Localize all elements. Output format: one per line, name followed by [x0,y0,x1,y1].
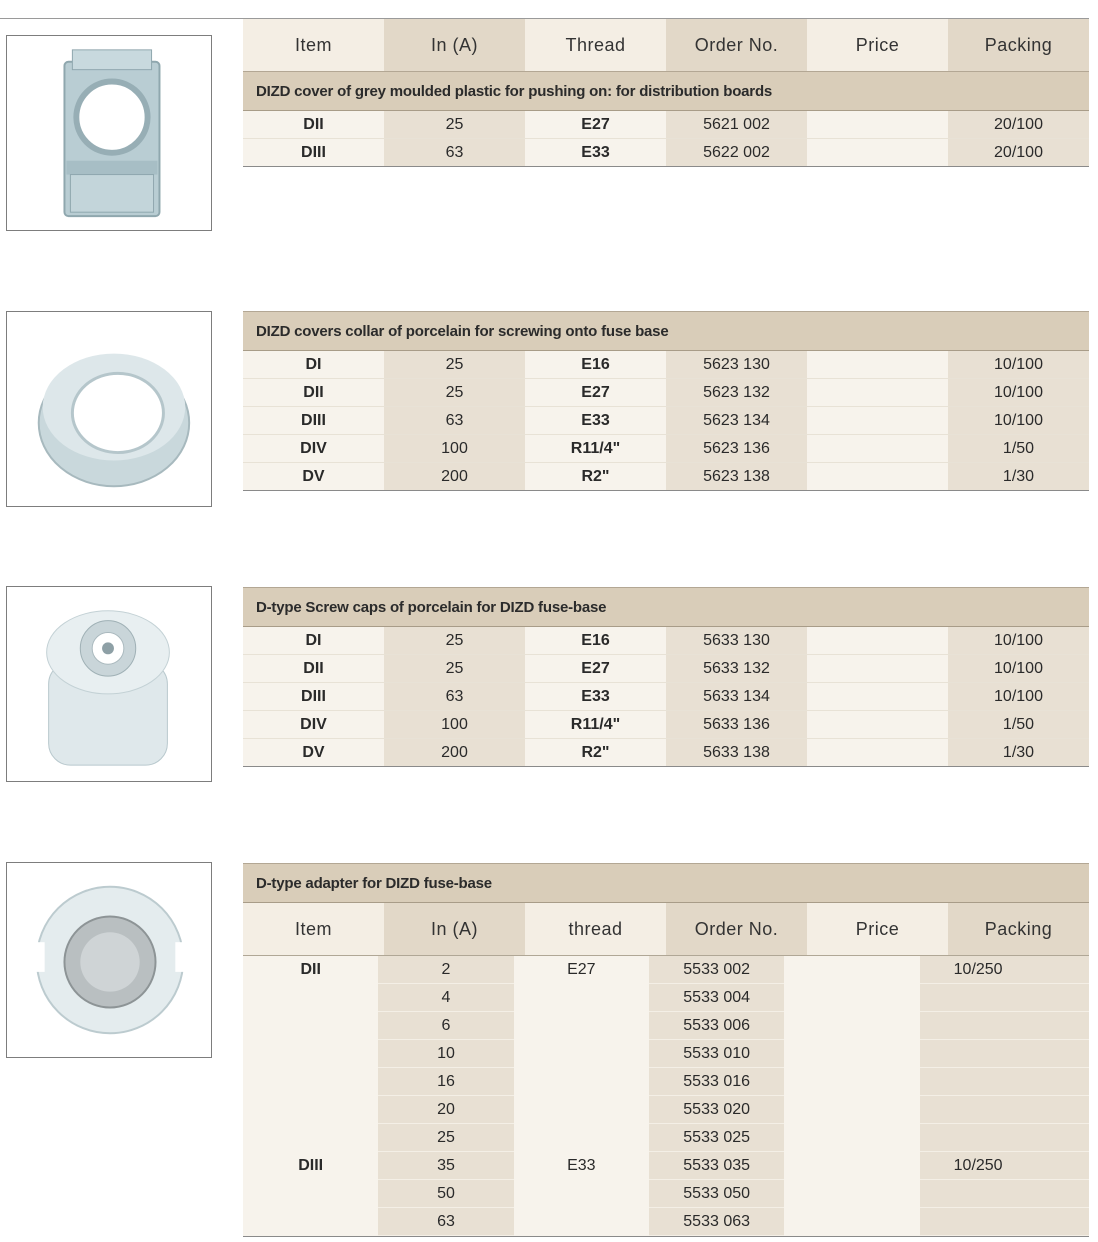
cell-packing: 10/100 [948,407,1089,434]
cell-order-no: 5533 020 [649,1096,784,1124]
header-price: Price [807,19,948,71]
table-plastic-cover [243,19,1089,167]
header-thread: Thread [525,19,666,71]
cell-order-no: 5533 016 [649,1068,784,1096]
porcelain-collar-illustration [7,312,211,506]
cell-order-no: 5533 004 [649,984,784,1012]
cell-order-no: 5533 006 [649,1012,784,1040]
cell-thread: R11/4" [525,435,666,462]
cell-packing [920,1012,1089,1040]
table-row [243,379,1089,407]
cell-packing: 1/50 [948,435,1089,462]
cell-thread [514,984,649,1012]
cell-item [243,1040,378,1068]
table-row [243,139,1089,166]
cell-thread [514,1124,649,1152]
header-packing: Packing [948,19,1089,71]
cell-order-no: 5633 134 [666,683,807,710]
header-order-no: Order No. [666,19,807,71]
table-row [243,111,1089,139]
header-price: Price [807,903,948,955]
cell-thread [514,1068,649,1096]
cell-price [784,1040,919,1068]
product-photo-porcelain-collar [6,311,212,507]
cell-item: DII [243,379,384,406]
cell-item: DI [243,627,384,654]
table-row [243,711,1089,739]
cell-packing: 10/100 [948,655,1089,682]
cell-price [807,683,948,710]
cell-in: 63 [384,683,525,710]
table-row [243,435,1089,463]
cell-price [807,463,948,490]
cell-in: 16 [378,1068,513,1096]
cell-order-no: 5623 130 [666,351,807,378]
cell-order-no: 5623 138 [666,463,807,490]
cell-item [243,1096,378,1124]
header-packing: Packing [948,903,1089,955]
cell-packing [920,1208,1089,1236]
cell-thread: E16 [525,627,666,654]
cell-price [784,1124,919,1152]
section-title: DIZD covers collar of porcelain for screwing onto fuse base [243,311,1089,351]
cell-price [784,1208,919,1236]
table-rows [243,111,1089,167]
cell-in: 200 [384,463,525,490]
cell-packing: 1/30 [948,463,1089,490]
cell-thread: R2" [525,463,666,490]
cell-packing: 10/100 [948,351,1089,378]
cell-thread: E33 [525,407,666,434]
cell-thread [514,1040,649,1068]
cell-item [243,984,378,1012]
header-item: Item [243,19,384,71]
table-row [243,1180,1089,1208]
table-row [243,739,1089,766]
cell-thread [514,1012,649,1040]
cell-in: 25 [384,379,525,406]
table-row [243,1012,1089,1040]
cell-price [807,111,948,138]
cell-item [243,1180,378,1208]
cell-price [807,379,948,406]
cell-order-no: 5621 002 [666,111,807,138]
product-photo-screw-cap [6,586,212,782]
cell-price [807,627,948,654]
cell-in: 63 [384,139,525,166]
header-thread: thread [525,903,666,955]
cell-price [807,407,948,434]
cell-price [784,1096,919,1124]
cell-item: DV [243,739,384,766]
cell-order-no: 5633 130 [666,627,807,654]
cell-price [784,1152,919,1180]
cell-in: 200 [384,739,525,766]
cell-thread: E27 [514,956,649,984]
cell-price [784,984,919,1012]
cell-packing: 1/30 [948,739,1089,766]
cell-in: 4 [378,984,513,1012]
cell-in: 25 [378,1124,513,1152]
cell-packing: 10/100 [948,627,1089,654]
cell-price [807,351,948,378]
cell-order-no: 5623 136 [666,435,807,462]
cell-thread [514,1096,649,1124]
table-row [243,655,1089,683]
cell-in: 25 [384,627,525,654]
cell-in: 6 [378,1012,513,1040]
cell-thread: E33 [525,139,666,166]
section-title: DIZD cover of grey moulded plastic for pushing on: for distribution boards [243,71,1089,111]
cell-thread [514,1208,649,1236]
cell-item: DI [243,351,384,378]
cell-thread: E27 [525,379,666,406]
table-row [243,683,1089,711]
cell-in: 25 [384,351,525,378]
cell-order-no: 5533 035 [649,1152,784,1180]
cell-item [243,1208,378,1236]
cell-packing [920,1124,1089,1152]
table-row [243,1096,1089,1124]
header-order-no: Order No. [666,903,807,955]
cell-packing: 20/100 [948,111,1089,138]
table-adapter [243,863,1089,1237]
product-photo-plastic-cover [6,35,212,231]
cell-price [807,739,948,766]
table-porcelain-collar [243,311,1089,491]
cell-packing: 1/50 [948,711,1089,738]
cell-order-no: 5633 132 [666,655,807,682]
cell-order-no: 5633 136 [666,711,807,738]
header-in: In (A) [384,19,525,71]
table-row [243,1208,1089,1236]
cell-in: 25 [384,111,525,138]
adapter-illustration [7,863,211,1057]
cell-thread: R11/4" [525,711,666,738]
cell-price [807,139,948,166]
cell-item: DV [243,463,384,490]
cell-in: 63 [378,1208,513,1236]
cell-thread [514,1180,649,1208]
cell-item: DII [243,111,384,138]
table-row [243,956,1089,984]
cell-in: 100 [384,435,525,462]
cell-packing: 10/250 [920,956,1089,984]
table-row [243,627,1089,655]
cell-thread: E33 [525,683,666,710]
cell-item: DIV [243,711,384,738]
cell-packing [920,1068,1089,1096]
cell-order-no: 5533 002 [649,956,784,984]
section-title: D-type Screw caps of porcelain for DIZD fuse-base [243,587,1089,627]
cell-packing [920,1180,1089,1208]
cell-order-no: 5533 010 [649,1040,784,1068]
cell-in: 50 [378,1180,513,1208]
table-row [243,1124,1089,1152]
table-row [243,984,1089,1012]
cell-thread: E33 [514,1152,649,1180]
table-rows [243,955,1089,1237]
product-photo-adapter [6,862,212,1058]
cell-packing: 20/100 [948,139,1089,166]
plastic-cover-illustration [7,36,211,230]
cell-in: 35 [378,1152,513,1180]
cell-packing: 10/100 [948,683,1089,710]
table-row [243,463,1089,490]
cell-thread: R2" [525,739,666,766]
cell-order-no: 5533 050 [649,1180,784,1208]
screw-cap-illustration [7,587,211,781]
table-row [243,1068,1089,1096]
cell-item: DIII [243,683,384,710]
section-title: D-type adapter for DIZD fuse-base [243,863,1089,903]
cell-order-no: 5623 134 [666,407,807,434]
cell-order-no: 5622 002 [666,139,807,166]
cell-item: DII [243,655,384,682]
table-row [243,407,1089,435]
table-rows [243,627,1089,767]
cell-item [243,1124,378,1152]
cell-packing [920,1096,1089,1124]
cell-price [784,1180,919,1208]
cell-price [784,1068,919,1096]
cell-in: 100 [384,711,525,738]
cell-thread: E27 [525,655,666,682]
cell-in: 20 [378,1096,513,1124]
cell-item: DIII [243,1152,378,1180]
table-header [243,903,1089,955]
table-row [243,1152,1089,1180]
cell-thread: E27 [525,111,666,138]
cell-item: DIII [243,139,384,166]
cell-price [807,655,948,682]
cell-item: DIII [243,407,384,434]
table-row [243,351,1089,379]
cell-packing [920,1040,1089,1068]
cell-packing: 10/250 [920,1152,1089,1180]
cell-price [784,956,919,984]
cell-in: 25 [384,655,525,682]
table-screw-caps [243,587,1089,767]
cell-order-no: 5633 138 [666,739,807,766]
header-item: Item [243,903,384,955]
cell-packing: 10/100 [948,379,1089,406]
cell-price [807,435,948,462]
cell-order-no: 5533 025 [649,1124,784,1152]
cell-item: DII [243,956,378,984]
cell-item: DIV [243,435,384,462]
cell-in: 63 [384,407,525,434]
cell-order-no: 5533 063 [649,1208,784,1236]
cell-price [807,711,948,738]
cell-in: 2 [378,956,513,984]
table-rows [243,351,1089,491]
cell-in: 10 [378,1040,513,1068]
cell-packing [920,984,1089,1012]
header-in: In (A) [384,903,525,955]
cell-price [784,1012,919,1040]
cell-item [243,1068,378,1096]
cell-item [243,1012,378,1040]
cell-thread: E16 [525,351,666,378]
table-header [243,19,1089,71]
table-row [243,1040,1089,1068]
cell-order-no: 5623 132 [666,379,807,406]
